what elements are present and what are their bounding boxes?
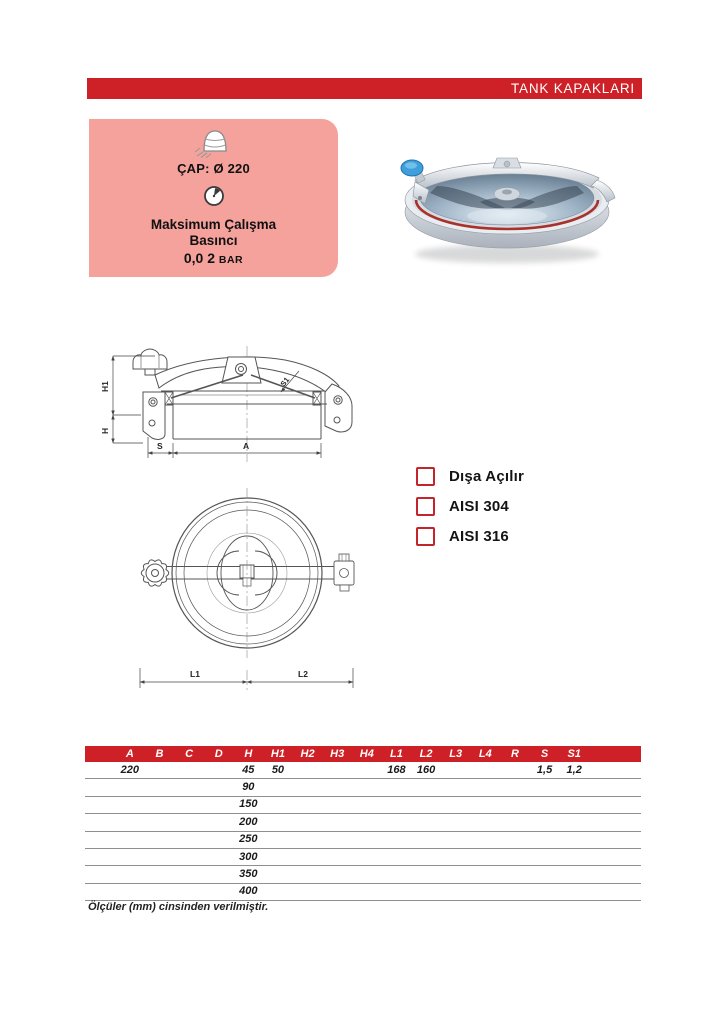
table-header-row — [85, 746, 641, 762]
dimension-label-s: S — [157, 441, 163, 451]
table-header-cell: D — [214, 747, 223, 760]
option-label: Dışa Açılır — [449, 468, 525, 485]
page-title: TANK KAPAKLARI — [511, 81, 635, 96]
option-aisi-316 — [416, 528, 524, 545]
table-cell: 90 — [242, 781, 255, 794]
table-cell: 168 — [387, 763, 406, 776]
options-list — [416, 468, 524, 558]
table-header-cell: L1 — [390, 747, 403, 760]
dimension-label-h: H — [100, 427, 110, 434]
table-row — [85, 832, 641, 849]
pressure-unit: BAR — [218, 254, 244, 266]
handwheel-side — [133, 349, 167, 369]
option-aisi-304 — [416, 498, 524, 515]
diameter-label: ÇAP: Ø 220 — [177, 161, 250, 176]
table-header-cell: L2 — [419, 747, 433, 760]
table-header-cell: S1 — [567, 747, 581, 760]
dimension-label-l1: L1 — [190, 669, 200, 679]
table-cell: 150 — [239, 798, 258, 811]
option-disa-acilir — [416, 468, 524, 485]
checkbox-aisi-304[interactable] — [416, 497, 435, 516]
table-cell: 1,2 — [566, 763, 582, 776]
table-row — [85, 762, 641, 779]
pressure-number: 0,0 2 — [183, 250, 215, 266]
dimensions-table — [85, 746, 641, 901]
page-header-bar — [87, 78, 642, 99]
dimension-label-a: A — [243, 441, 250, 451]
table-row — [85, 814, 641, 831]
table-cell: 160 — [416, 763, 436, 776]
table-cell: 300 — [239, 850, 258, 863]
checkbox-aisi-316[interactable] — [416, 527, 435, 546]
side-view-drawing — [85, 342, 377, 468]
option-label: AISI 316 — [449, 528, 509, 545]
table-header-cell: R — [510, 747, 519, 760]
table-cell: 50 — [271, 763, 285, 776]
table-header-cell: L3 — [449, 747, 463, 760]
top-view-drawing — [113, 476, 379, 704]
table-cell: 45 — [242, 763, 255, 776]
pressure-label-line2: Basıncı — [189, 233, 238, 248]
table-header-cell: H3 — [330, 747, 345, 760]
table-cell: 200 — [239, 815, 258, 828]
table-cell: 350 — [239, 868, 258, 881]
table-row — [85, 797, 641, 814]
table-row — [85, 849, 641, 866]
table-header-cell: L4 — [478, 747, 492, 760]
table-header-cell: H4 — [359, 747, 374, 760]
table-header-cell: H — [244, 747, 253, 760]
table-header-cell: B — [155, 747, 164, 760]
table-row — [85, 884, 641, 901]
spec-box — [89, 119, 338, 277]
table-row — [85, 779, 641, 796]
pressure-gauge-icon — [203, 185, 225, 207]
product-photo — [385, 138, 630, 270]
tank-dome-icon — [194, 126, 234, 158]
table-header-cell: S — [540, 747, 549, 760]
table-row — [85, 866, 641, 883]
dimension-label-l2: L2 — [298, 669, 308, 679]
pressure-label-line1: Maksimum Çalışma — [150, 217, 277, 232]
table-header-cell: H1 — [270, 747, 285, 760]
table-body — [85, 762, 641, 901]
dimension-label-h1: H1 — [100, 381, 110, 392]
table-cell: 250 — [239, 833, 258, 846]
checkbox-disa-acilir[interactable] — [416, 467, 435, 486]
table-cell: 400 — [239, 885, 258, 898]
table-header-cell: A — [125, 747, 134, 760]
table-header-cell: H2 — [300, 747, 315, 760]
table-cell: 220 — [120, 763, 139, 776]
table-cell: 1,5 — [536, 763, 553, 776]
units-footnote: Ölçüler (mm) cinsinden verilmiştir. — [88, 901, 269, 913]
table-header-cell: C — [185, 747, 194, 760]
dimension-label-s1: S1 — [278, 375, 292, 389]
option-label: AISI 304 — [449, 498, 509, 515]
pressure-value — [184, 250, 243, 266]
